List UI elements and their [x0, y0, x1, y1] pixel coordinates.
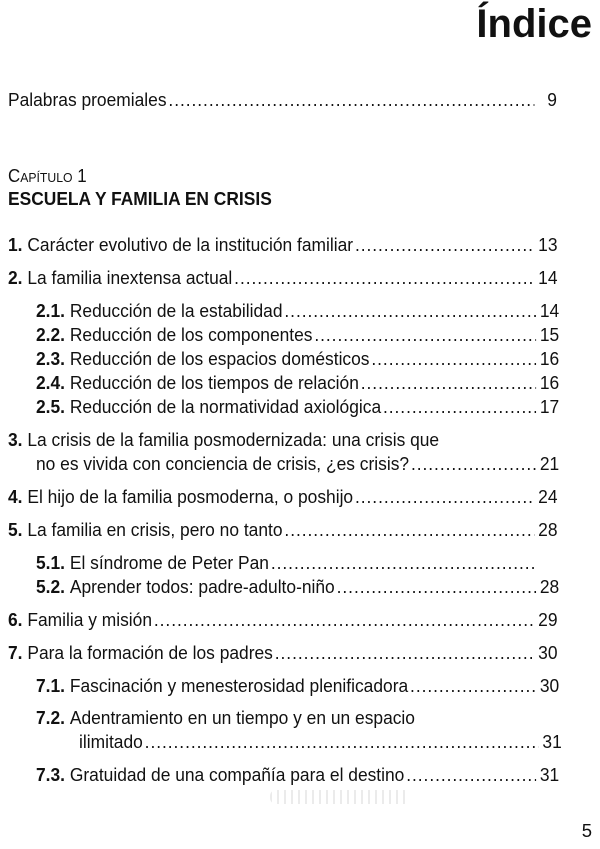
toc-entry-text: Adentramiento en un tiempo y en un espacio — [69, 707, 415, 728]
toc-entry-page: 17 — [539, 396, 560, 417]
toc-entry-text: Reducción de los componentes — [69, 324, 313, 345]
toc-entry-page: 31 — [542, 731, 562, 752]
toc-entry-number: 4. — [8, 486, 23, 507]
toc-subentry[interactable] — [36, 551, 559, 575]
toc-subentry[interactable] — [36, 674, 559, 698]
toc-entry[interactable] — [8, 641, 557, 665]
dot-leader — [410, 674, 536, 698]
toc-entry-page: 24 — [538, 486, 558, 507]
toc-entry-number: 2. — [8, 267, 23, 288]
page-number: 5 — [581, 820, 592, 841]
chapter-label-rest: APÍTULO — [20, 170, 73, 185]
toc-entry-text: Para la formación de los padres — [27, 642, 273, 663]
chapter-label-initial: C — [8, 166, 21, 186]
toc-subentry[interactable] — [36, 706, 559, 730]
toc-subentry[interactable] — [36, 371, 559, 395]
dot-leader — [275, 641, 535, 665]
toc-entry-page: 21 — [539, 453, 560, 474]
dot-leader — [355, 233, 534, 257]
toc-entry[interactable] — [8, 233, 557, 257]
toc-entry-text: Carácter evolutivo de la institución familiar — [27, 234, 354, 255]
dot-leader — [154, 608, 535, 632]
toc-entry-number: 1. — [8, 234, 23, 255]
toc-entry-text: La crisis de la familia posmodernizada: una crisis que — [27, 429, 440, 450]
dot-leader — [371, 347, 536, 371]
toc-entry-number: 7.2. — [36, 707, 66, 728]
toc-entry-number: 5. — [8, 519, 23, 540]
dot-leader — [355, 485, 534, 509]
toc-subentry[interactable] — [36, 575, 559, 599]
toc-entry-page: 16 — [539, 348, 560, 369]
scan-smudge — [270, 790, 410, 804]
toc-entry-page: 15 — [539, 324, 560, 345]
toc-entry-page: 9 — [547, 89, 557, 110]
toc-entry[interactable] — [8, 485, 557, 509]
toc-subentry[interactable] — [36, 323, 559, 347]
dot-leader — [271, 551, 536, 575]
toc-entry-prologue[interactable] — [8, 88, 557, 112]
dot-leader — [406, 763, 536, 787]
toc-entry-text: Gratuidad de una compañía para el destino — [69, 764, 405, 785]
index-title: Índice — [476, 2, 592, 46]
toc-entry-page: 14 — [538, 267, 558, 288]
toc-entry-page: 28 — [539, 576, 560, 597]
toc-entry-page: 28 — [538, 519, 558, 540]
toc-entry-page: 30 — [538, 642, 558, 663]
toc-entry-text: El hijo de la familia posmoderna, o poshijo — [27, 486, 354, 507]
dot-leader — [411, 452, 536, 476]
dot-leader — [234, 266, 534, 290]
toc-entry-number: 2.3. — [36, 348, 66, 369]
toc-entry-number: 5.2. — [36, 576, 66, 597]
toc-entry-number: 2.1. — [36, 300, 66, 321]
toc-entry-page: 31 — [539, 764, 560, 785]
toc-entry-text: no es vivida con conciencia de crisis, ¿es crisis? — [36, 453, 410, 474]
toc-entry-text: Reducción de los tiempos de relación — [69, 372, 359, 393]
dot-leader — [145, 730, 539, 754]
toc-entry[interactable] — [8, 608, 557, 632]
toc-entry-page: 29 — [538, 609, 558, 630]
toc-subentry[interactable] — [36, 347, 559, 371]
toc-entry-page: 14 — [539, 300, 560, 321]
toc-entry-number: 2.5. — [36, 396, 66, 417]
toc-subentry[interactable] — [36, 763, 559, 787]
dot-leader — [284, 299, 536, 323]
toc-entry[interactable] — [8, 518, 557, 542]
chapter-number: 1 — [77, 166, 87, 186]
toc-entry-text: Familia y misión — [27, 609, 152, 630]
dot-leader — [383, 395, 536, 419]
toc-entry-number: 3. — [8, 429, 23, 450]
toc-entry-page: 30 — [539, 675, 560, 696]
toc-entry-text: Reducción de los espacios domésticos — [69, 348, 370, 369]
toc-entry-page: 13 — [538, 234, 558, 255]
toc-entry-number: 7.1. — [36, 675, 66, 696]
toc-subentry[interactable] — [36, 395, 559, 419]
toc-entry-number: 7. — [8, 642, 23, 663]
toc-subentry-continuation[interactable] — [79, 730, 561, 754]
dot-leader — [284, 518, 534, 542]
toc-entry-text: Fascinación y menesterosidad plenificadora — [69, 675, 409, 696]
toc-entry-continuation[interactable] — [36, 452, 559, 476]
dot-leader — [314, 323, 536, 347]
toc-subentry[interactable] — [36, 299, 559, 323]
dot-leader — [168, 88, 534, 112]
toc-entry-text: Reducción de la normatividad axiológica — [69, 396, 382, 417]
toc-entry-text: La familia inextensa actual — [27, 267, 233, 288]
toc-entry-text: ilimitado — [79, 731, 143, 752]
toc-entry-text: La familia en crisis, pero no tanto — [27, 519, 283, 540]
toc-entry[interactable] — [8, 428, 557, 452]
dot-leader — [361, 371, 536, 395]
toc-entry-text: El síndrome de Peter Pan — [69, 552, 269, 573]
toc-entry[interactable] — [8, 266, 557, 290]
dot-leader — [337, 575, 536, 599]
chapter-title: ESCUELA Y FAMILIA EN CRISIS — [8, 188, 272, 209]
toc-entry-number: 5.1. — [36, 552, 66, 573]
toc-entry-text: Aprender todos: padre-adulto-niño — [69, 576, 335, 597]
toc-entry-number: 7.3. — [36, 764, 66, 785]
toc-entry-text: Palabras proemiales — [8, 89, 167, 110]
toc-entry-number: 2.2. — [36, 324, 66, 345]
toc-entry-number: 2.4. — [36, 372, 66, 393]
toc-entry-number: 6. — [8, 609, 23, 630]
toc-entry-text: Reducción de la estabilidad — [69, 300, 283, 321]
toc-entry-page: 16 — [539, 372, 560, 393]
